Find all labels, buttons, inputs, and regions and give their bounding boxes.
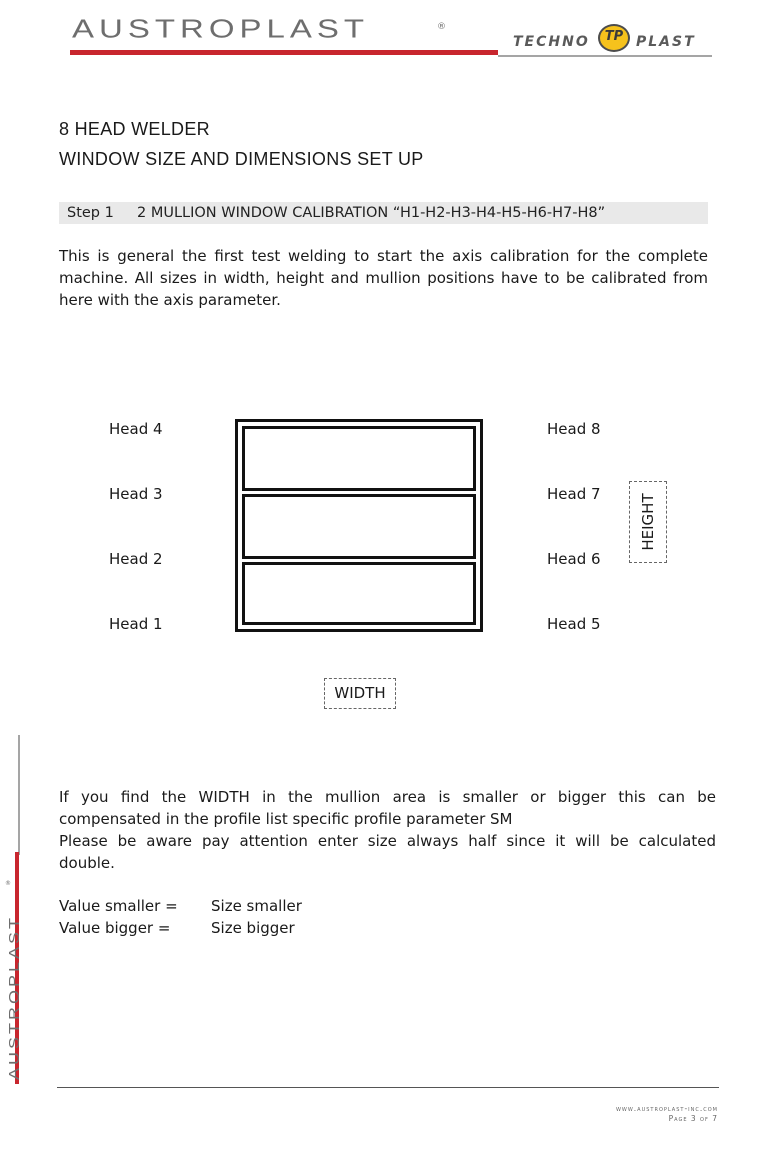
head-label-left: Head 1 [109,615,163,633]
brand-logo: AUSTROPLAST [72,14,370,43]
value-key: Value bigger = [59,919,171,937]
note-line: If you find the WIDTH in the mullion area is smaller or bigger this can be [59,788,716,806]
window-pane-middle [242,494,476,559]
window-pane-bottom [242,562,476,625]
step-label: Step 1 [67,205,114,221]
partner-logo-left: TECHNO [513,34,590,50]
note-line: double. [59,854,115,872]
step-bar [59,202,708,224]
head-label-right: Head 5 [547,615,601,633]
step-text: 2 MULLION WINDOW CALIBRATION “H1-H2-H3-H4-H5-H6-H7-H8” [137,205,606,221]
head-label-right: Head 7 [547,485,601,503]
intro-paragraph [59,245,708,311]
footer-divider [57,1087,719,1088]
value-result: Size smaller [211,897,302,915]
head-label-left: Head 4 [109,420,163,438]
partner-logo-right: PLAST [636,34,696,50]
note-line: Please be aware pay attention enter size always half since it will be calculated [59,832,716,850]
header-grey-bar [498,55,712,57]
footer-website: www.austroplast-inc.com [615,1104,718,1113]
head-label-right: Head 6 [547,550,601,568]
height-label: HEIGHT [639,493,657,551]
side-registered-mark: ® [5,880,11,887]
partner-badge: TP [598,24,630,52]
note-line: compensated in the profile list specific profile parameter SM [59,810,513,828]
intro-line: here with the axis parameter. [59,291,281,309]
width-label: WIDTH [324,678,396,709]
head-label-left: Head 3 [109,485,163,503]
side-grey-bar [18,735,20,855]
side-brand-logo: AUSTROPLAST [6,914,22,1080]
head-label-right: Head 8 [547,420,601,438]
window-pane-top [242,426,476,491]
window-frame-diagram [235,419,483,632]
document-subtitle: WINDOW SIZE AND DIMENSIONS SET UP [59,149,424,169]
document-title: 8 HEAD WELDER [59,119,210,139]
head-label-left: Head 2 [109,550,163,568]
note-paragraph [59,786,716,874]
footer-page-number: Page 3 of 7 [668,1114,718,1123]
intro-line: machine. All sizes in width, height and mullion positions have to be calibrated from [59,269,708,287]
intro-line: This is general the first test welding to start the axis calibration for the complete [59,247,708,265]
registered-mark: ® [437,22,446,32]
value-key: Value smaller = [59,897,178,915]
height-label-box [629,481,667,563]
header-red-bar [70,50,498,55]
value-result: Size bigger [211,919,295,937]
